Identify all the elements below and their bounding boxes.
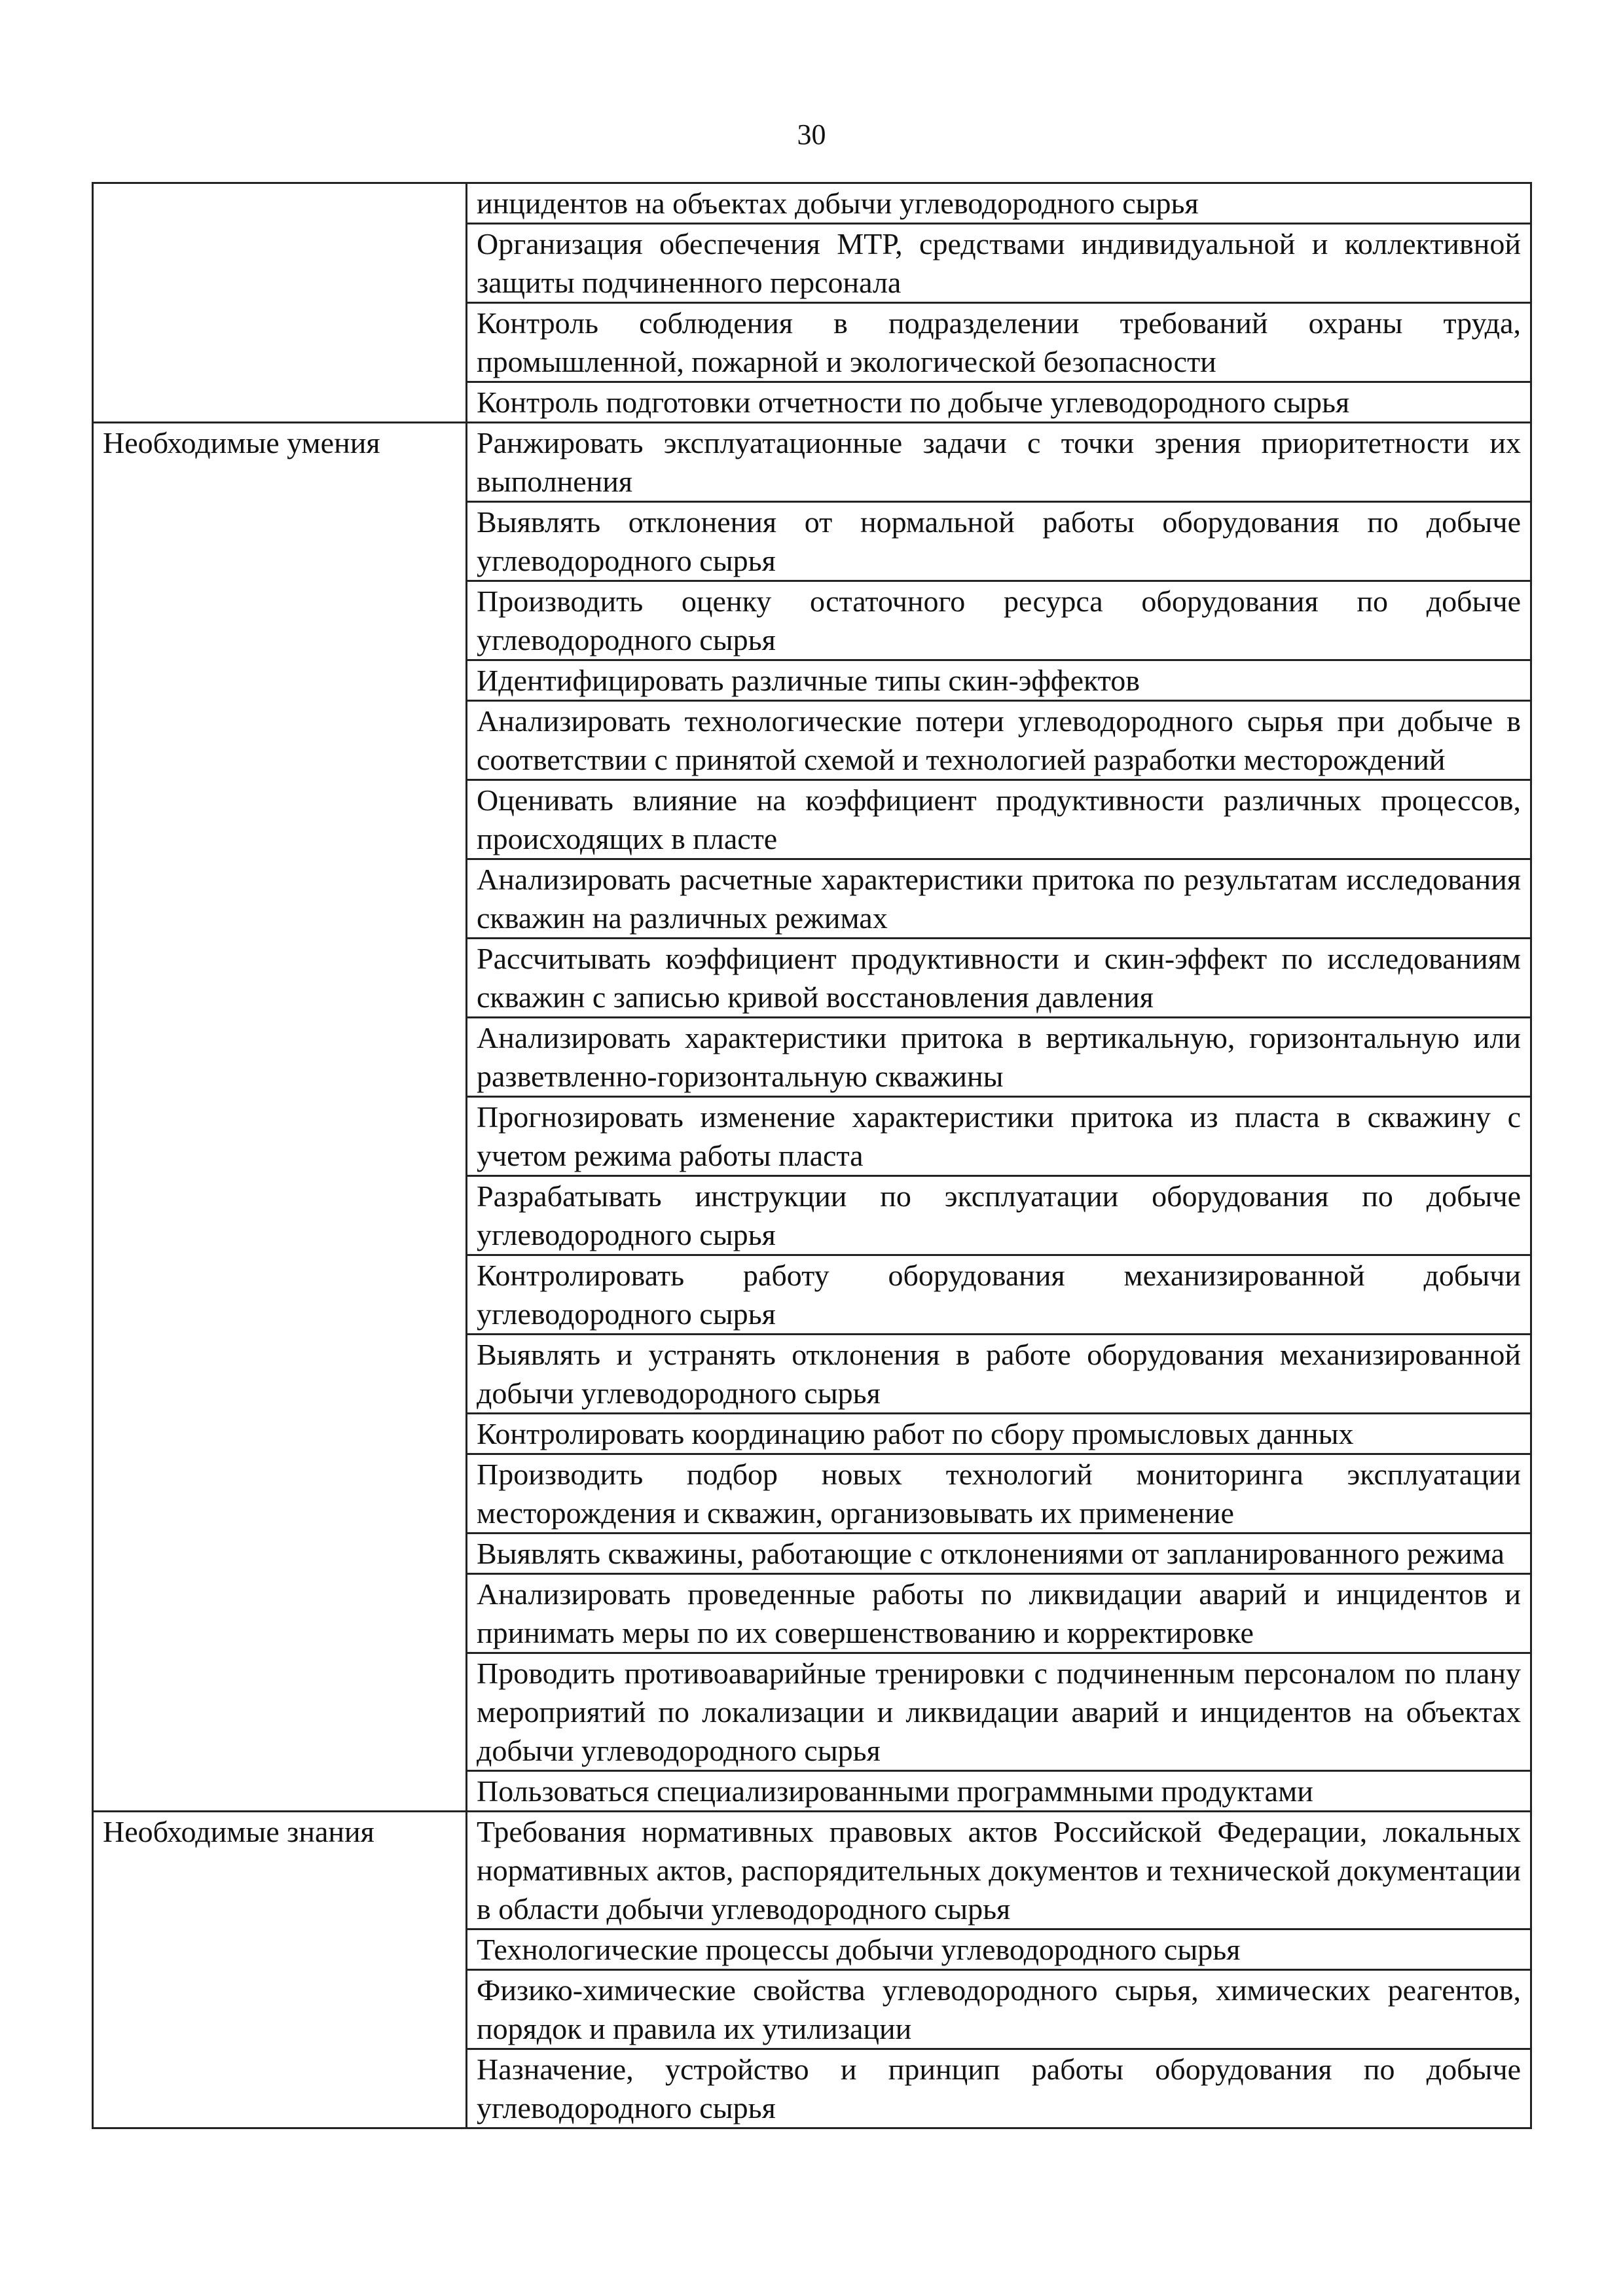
table-cell: Рассчитывать коэффициент продуктивности и скин-эффект по исследованиям скважин с записью кривой восстановления давления xyxy=(467,939,1531,1018)
table-cell: Контроль соблюдения в подразделении требований охраны труда, промышленной, пожарной и экологической безопасности xyxy=(467,303,1531,382)
knowledge-label-cell: Необходимые знания xyxy=(93,1812,467,2128)
continuation-label-cell xyxy=(93,183,467,423)
table-row xyxy=(93,1812,1531,1929)
table-cell: Организация обеспечения МТР, средствами индивидуальной и коллективной защиты подчиненного персонала xyxy=(467,224,1531,303)
skills-label-cell: Необходимые умения xyxy=(93,423,467,1812)
table-cell: Назначение, устройство и принцип работы оборудования по добыче углеводородного сырья xyxy=(467,2049,1531,2128)
table-cell: Выявлять и устранять отклонения в работе оборудования механизированной добычи углеводородного сырья xyxy=(467,1335,1531,1414)
table-cell: Пользоваться специализированными программными продуктами xyxy=(467,1771,1531,1812)
table-cell: Анализировать расчетные характеристики притока по результатам исследования скважин на различных режимах xyxy=(467,859,1531,939)
table-cell: Контролировать координацию работ по сбору промысловых данных xyxy=(467,1414,1531,1454)
table-cell: Ранжировать эксплуатационные задачи с точки зрения приоритетности их выполнения xyxy=(467,423,1531,502)
table-cell: Анализировать технологические потери углеводородного сырья при добыче в соответствии с принятой схемой и технологией разработки месторождений xyxy=(467,701,1531,780)
table-cell: инцидентов на объектах добычи углеводородного сырья xyxy=(467,183,1531,224)
table-cell: Анализировать проведенные работы по ликвидации аварий и инцидентов и принимать меры по их совершенствованию и корректировке xyxy=(467,1574,1531,1653)
page-number: 30 xyxy=(797,118,826,151)
table-cell: Физико-химические свойства углеводородного сырья, химических реагентов, порядок и правила их утилизации xyxy=(467,1970,1531,2049)
table-cell: Производить подбор новых технологий мониторинга эксплуатации месторождения и скважин, организовывать их применение xyxy=(467,1454,1531,1534)
table-cell: Прогнозировать изменение характеристики притока из пласта в скважину с учетом режима работы пласта xyxy=(467,1097,1531,1176)
table-cell: Производить оценку остаточного ресурса оборудования по добыче углеводородного сырья xyxy=(467,581,1531,660)
table-cell: Выявлять скважины, работающие с отклонениями от запланированного режима xyxy=(467,1534,1531,1574)
table-row xyxy=(93,423,1531,502)
table-cell: Оценивать влияние на коэффициент продуктивности различных процессов, происходящих в пласте xyxy=(467,780,1531,859)
table-cell: Выявлять отклонения от нормальной работы оборудования по добыче углеводородного сырья xyxy=(467,502,1531,581)
table-cell: Разрабатывать инструкции по эксплуатации оборудования по добыче углеводородного сырья xyxy=(467,1176,1531,1255)
table-cell: Проводить противоаварийные тренировки с подчиненным персоналом по плану мероприятий по локализации и ликвидации аварий и инцидентов на объектах добычи углеводородного сырья xyxy=(467,1653,1531,1771)
table-row xyxy=(93,183,1531,224)
table-cell: Идентифицировать различные типы скин-эффектов xyxy=(467,660,1531,701)
table-cell: Контролировать работу оборудования механизированной добычи углеводородного сырья xyxy=(467,1255,1531,1335)
competency-table xyxy=(92,182,1532,2129)
table-cell: Анализировать характеристики притока в вертикальную, горизонтальную или разветвленно-горизонтальную скважины xyxy=(467,1018,1531,1097)
table-cell: Требования нормативных правовых актов Российской Федерации, локальных нормативных актов, распорядительных документов и технической документации в области добычи углеводородного сырья xyxy=(467,1812,1531,1929)
table-cell: Контроль подготовки отчетности по добыче углеводородного сырья xyxy=(467,382,1531,423)
table-cell: Технологические процессы добычи углеводородного сырья xyxy=(467,1929,1531,1970)
